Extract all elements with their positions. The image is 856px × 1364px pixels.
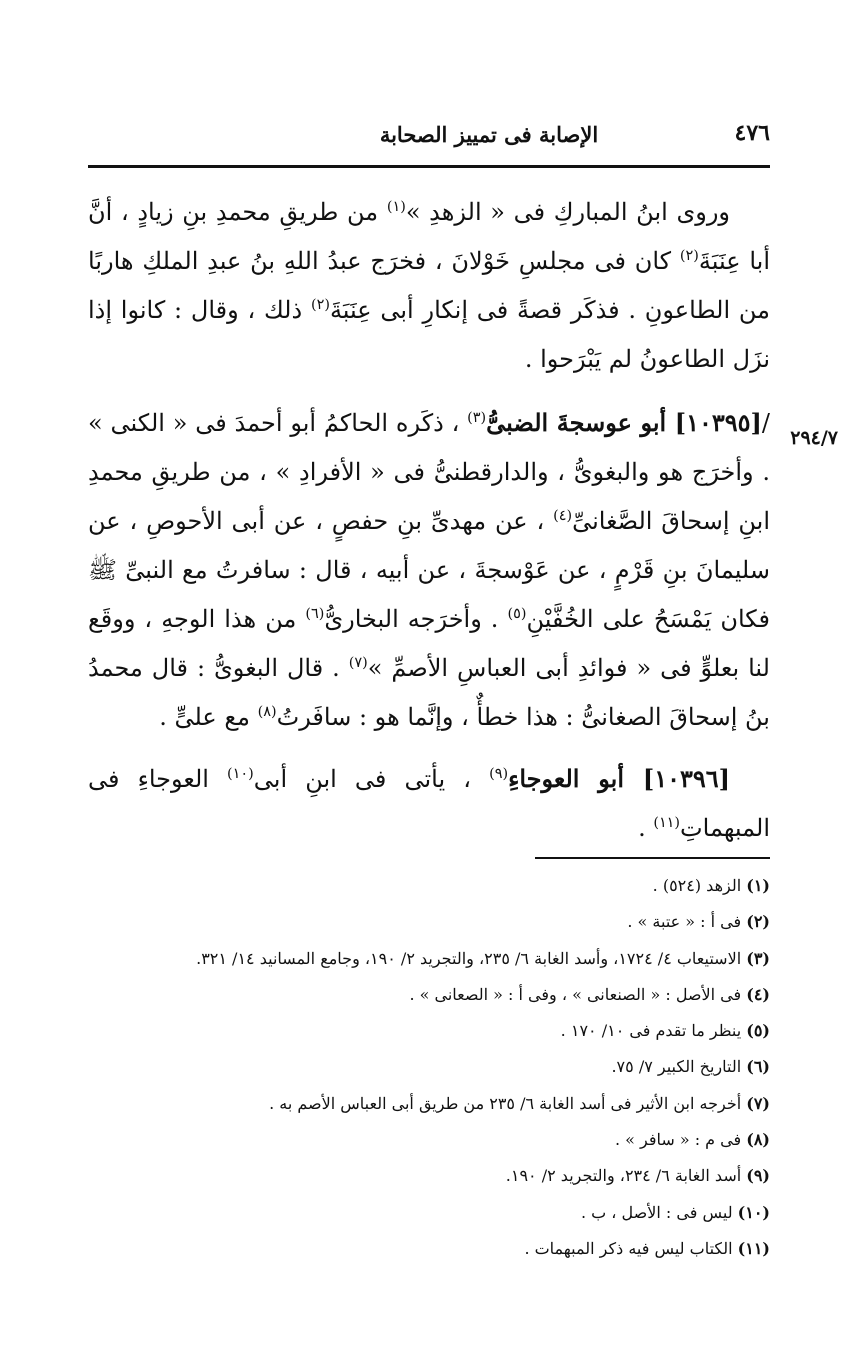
footnote-ref: (٢) — [310, 297, 330, 313]
footnote-text: فى الأصل : « الصنعانى » ، وفى أ : « الصعانى » . — [409, 984, 747, 1004]
footnote-mark: (١) — [746, 876, 770, 895]
paragraph-ibn-al-mubarak — [88, 188, 770, 384]
footnote-mark: (٥) — [746, 1021, 770, 1041]
footnote-item — [88, 1195, 770, 1231]
footnote-text: فى م : « سافر » . — [614, 1130, 747, 1150]
footnote-ref: (٥) — [507, 606, 527, 622]
footnote-item — [88, 977, 770, 1013]
main-text — [88, 188, 770, 853]
footnote-item — [88, 1231, 770, 1267]
footnote-item — [88, 1086, 770, 1122]
header-rule — [88, 165, 770, 168]
footnote-item — [88, 1122, 770, 1158]
entry-10395 — [88, 398, 770, 742]
footnote-item — [88, 904, 770, 940]
footnote-ref: (٢) — [679, 248, 699, 264]
footnote-text: التاريخ الكبير ٧/ ٧٥. — [611, 1057, 747, 1077]
footnote-mark: (٤) — [746, 984, 770, 1004]
footnote-text: الاستيعاب ٤/ ١٧٢٤، وأسد الغابة ٦/ ٢٣٥، والتجريد ٢/ ١٩٠، وجامع المسانيد ١٤/ ٣٢١. — [196, 948, 747, 968]
entry-number: [١٠٣٩٦] — [642, 764, 730, 793]
footnote-item — [88, 1013, 770, 1049]
footnotes — [88, 868, 770, 1267]
paragraph-text: ذلك ، وقال : كانوا إذا نزَل الطاعونُ لم يَبْرَحوا . — [88, 296, 770, 373]
footnote-ref: (٣) — [467, 410, 487, 426]
footnote-item — [88, 1158, 770, 1194]
entry-name: أبو عوسجةَ الضبىُّ — [486, 408, 675, 437]
entry-text: ، ذكَره الحاكمُ أبو أحمدَ فى « الكنى » . وأخرَج هو والبغوىُّ ، والدارقطنىُّ فى « الأفرادِ » ، من طريقِ محمدِ ابنِ إسحاقَ الصَّغانىِّ — [88, 409, 770, 535]
paragraph-text: من طريقِ محمدِ بنِ زيادٍ ، أنَّ أبا عِنَبَةَ — [88, 198, 770, 275]
entry-name: أبو العوجاءِ — [508, 764, 643, 793]
footnote-ref: (٨) — [257, 704, 277, 720]
entry-slash-mark: / — [761, 409, 770, 437]
footnote-item — [88, 1049, 770, 1085]
footnote-text: أسد الغابة ٦/ ٢٣٤، والتجريد ٢/ ١٩٠. — [505, 1166, 747, 1186]
entry-10396 — [88, 754, 770, 853]
footnote-mark: (٦) — [746, 1057, 770, 1077]
entry-number: [١٠٣٩٥] — [674, 408, 762, 437]
footnote-rule — [535, 857, 770, 859]
margin-volume-page-reference: ٢٩٤/٧ — [790, 427, 838, 449]
footnote-mark: (١٠) — [737, 1202, 770, 1222]
footnote-ref: (١٠) — [227, 766, 254, 782]
footnote-mark: (٩) — [746, 1166, 770, 1186]
entry-text: . — [638, 814, 654, 842]
entry-text: من هذا الوجهِ ، ووقَع لنا بعلوٍّ فى « فوائدِ أبى العباسِ الأصمِّ » — [88, 605, 770, 682]
page-number: ٤٧٦ — [734, 120, 770, 146]
footnote-text: ينظر ما تقدم فى ١٠/ ١٧٠ . — [560, 1021, 747, 1041]
entry-text: العوجاءِ فى المبهماتِ — [88, 765, 770, 842]
entry-text: . قال البغوىُّ : قال محمدُ بنُ إسحاقَ الصغانىُّ : هذا خطأٌ ، وإنَّما هو : سافَرتُ — [88, 654, 770, 731]
footnote-ref: (٩) — [489, 766, 509, 782]
footnote-ref: (٦) — [305, 606, 325, 622]
footnote-mark: (٢) — [746, 912, 770, 932]
footnote-ref: (٧) — [348, 655, 368, 671]
paragraph-text: كان فى مجلسِ خَوْلانَ ، فخرَج عبدُ اللهِ بنُ عبدِ الملكِ هاربًا من الطاعونِ . فذكَر قصةً فى إنكارِ أبى عِنَبَةَ — [88, 247, 770, 324]
running-header — [88, 118, 770, 158]
footnote-mark: (٣) — [746, 948, 770, 968]
footnote-item — [88, 868, 770, 904]
footnote-ref: (٤) — [553, 508, 573, 524]
footnote-text: فى أ : « عتبة » . — [627, 912, 747, 932]
footnote-text: الزهد (٥٢٤) . — [652, 876, 747, 895]
footnote-text: أخرجه ابن الأثير فى أسد الغابة ٦/ ٢٣٥ من طريق أبى العباس الأصم به . — [269, 1093, 747, 1113]
footnote-text: الكتاب ليس فيه ذكر المبهمات . — [524, 1238, 738, 1258]
footnote-ref: (١) — [386, 199, 406, 215]
entry-text: . وأخرَجه البخارىُّ — [324, 605, 508, 633]
entry-text: مع علىٍّ . — [159, 703, 258, 731]
paragraph-text: وروى ابنُ المباركِ فى « الزهدِ » — [405, 198, 731, 226]
footnote-mark: (١١) — [737, 1238, 770, 1258]
footnote-ref: (١١) — [653, 815, 681, 831]
entry-text: ، عن مهدىِّ بنِ حفصٍ ، عن أبى الأحوصِ ، عن سليمانَ بنِ قَرْمٍ ، عن عَوْسجةَ ، عن أبيه ، قال : سافرتُ مع النبىِّ ﷺ فكان يَمْسَحُ على الخُفَّيْنِ — [88, 507, 770, 633]
footnote-text: ليس فى : الأصل ، ب . — [580, 1202, 738, 1222]
footnote-mark: (٨) — [746, 1130, 770, 1150]
running-title: الإصابة فى تمييز الصحابة — [379, 122, 599, 147]
footnote-mark: (٧) — [746, 1093, 770, 1113]
entry-text: ، يأتى فى ابنِ أبى — [253, 765, 490, 793]
footnote-item — [88, 941, 770, 977]
